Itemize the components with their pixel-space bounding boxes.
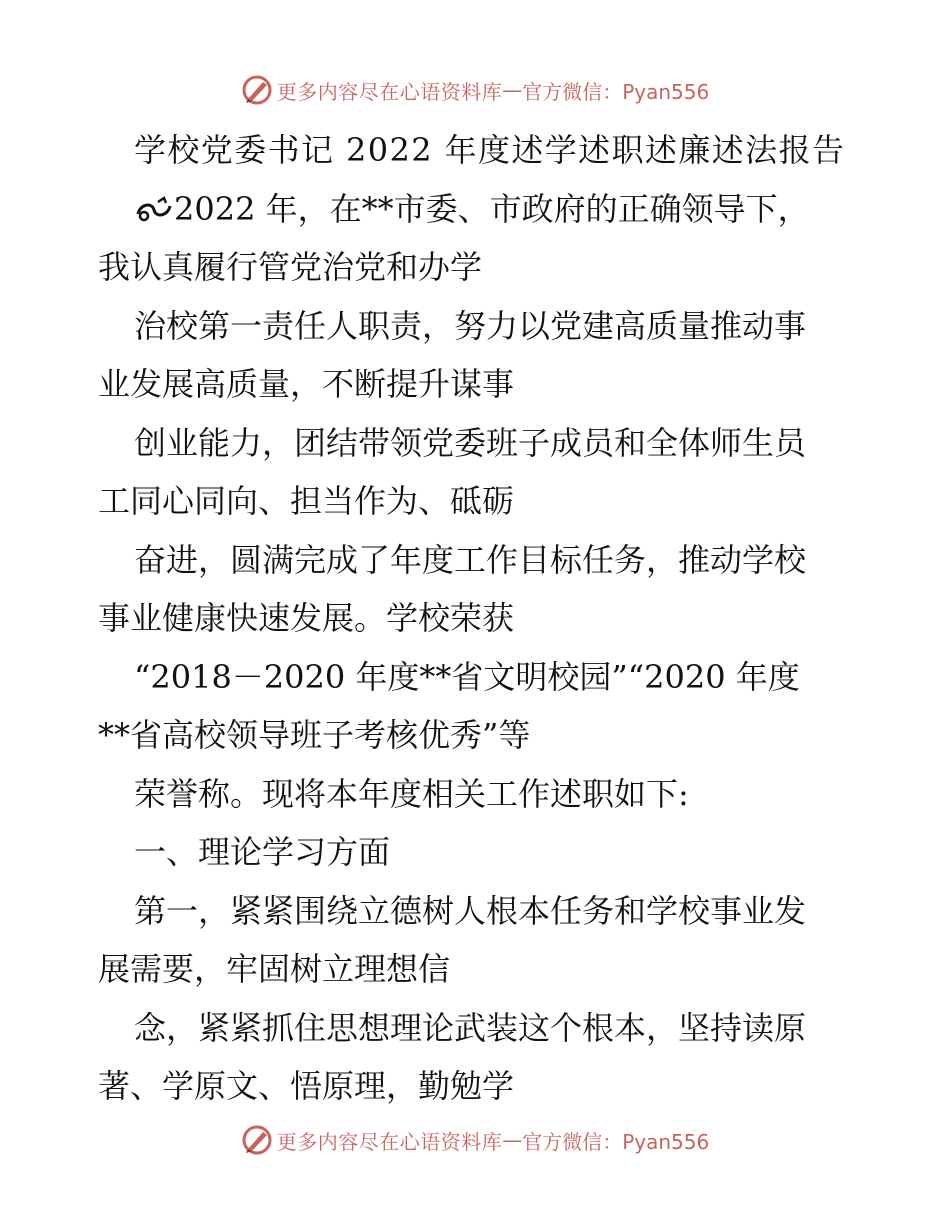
paragraph-line: 事业健康快速发展。学校荣获	[98, 599, 515, 637]
paragraph-line: 治校第一责任人职责，努力以党建高质量推动事	[134, 306, 807, 345]
paragraph-line: 我认真履行管党治党和办学	[98, 248, 483, 286]
document-title: 学校党委书记 2022 年度述学述职述廉述法报告	[134, 131, 846, 169]
paragraph-text: 2022 年，在**市委、市政府的正确领导下，	[174, 189, 810, 228]
section-heading: 一、理论学习方面	[134, 833, 391, 871]
pen-logo-icon	[241, 1124, 273, 1156]
watermark-contact: 官方微信：Pyan556	[522, 1129, 710, 1154]
ornament-icon	[134, 194, 174, 224]
watermark-separator: —	[502, 1128, 523, 1152]
paragraph-line: 工同心同向、担当作为、砥砺	[98, 482, 515, 520]
watermark-header	[0, 70, 950, 110]
pen-logo-icon	[241, 74, 273, 106]
watermark-contact: 官方微信：Pyan556	[522, 79, 710, 104]
paragraph-line: 念，紧紧抓住思想理论武装这个根本，坚持读原	[134, 1008, 807, 1047]
paragraph-line: 业发展高质量，不断提升谋事	[98, 365, 515, 403]
paragraph-line: 荣誉称。现将本年度相关工作述职如下:	[134, 774, 689, 813]
paragraph-line: 奋进，圆满完成了年度工作目标任务，推动学校	[134, 540, 807, 579]
paragraph-line: 创业能力，团结带领党委班子成员和全体师生员	[134, 423, 807, 462]
paragraph-line: “2018－2020 年度**省文明校园”“2020 年度	[134, 657, 800, 696]
watermark-brand: 更多内容尽在心语资料库	[276, 1129, 503, 1154]
paragraph-line	[98, 180, 858, 239]
watermark-separator: —	[502, 78, 523, 102]
document-body	[98, 121, 858, 1116]
watermark-brand: 更多内容尽在心语资料库	[276, 79, 503, 104]
paragraph-line: 第一，紧紧围绕立德树人根本任务和学校事业发	[134, 891, 807, 930]
paragraph-line: 著、学原文、悟原理，勤勉学	[98, 1067, 515, 1105]
paragraph-line: **省高校领导班子考核优秀”等	[98, 716, 531, 754]
paragraph-line: 展需要，牢固树立理想信	[98, 950, 451, 988]
watermark-footer	[0, 1120, 950, 1160]
